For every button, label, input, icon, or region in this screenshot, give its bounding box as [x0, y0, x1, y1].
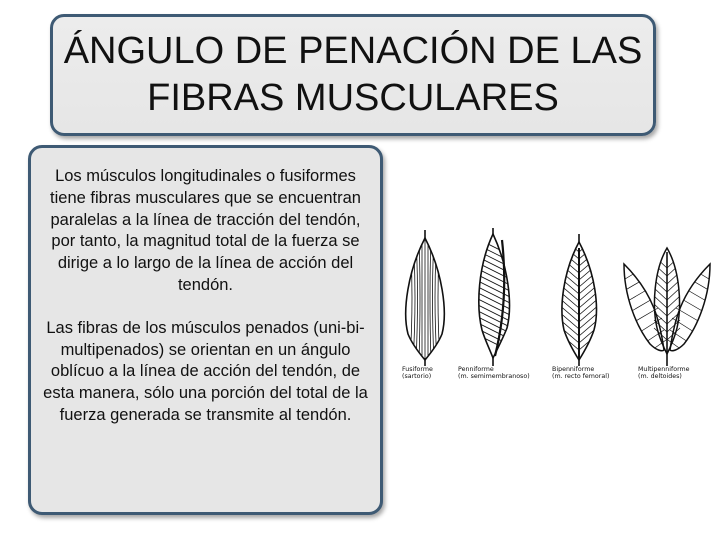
caption-multipennate-example: (m. deltoides)	[638, 373, 682, 380]
caption-bipennate-name: Bipenniforme	[552, 366, 595, 373]
paragraph-pennate: Las fibras de los músculos penados (uni-bi-multipenados) se orientan en un ángulo oblícuo a la línea de acción del tendón, de esta manera, sólo una porción del total de la fuerza generada se transmite al tendón.	[43, 318, 368, 424]
caption-fusiform-name: Fusiforme	[402, 366, 433, 373]
unipennate-muscle	[472, 228, 512, 366]
caption-fusiform	[402, 366, 433, 380]
title-line-1: ÁNGULO DE PENACIÓN DE LAS	[63, 30, 643, 72]
title-box	[50, 14, 656, 136]
multipennate-muscle	[620, 248, 712, 366]
text-box	[28, 145, 383, 515]
caption-bipennate	[552, 366, 609, 380]
muscle-types-diagram	[392, 226, 712, 392]
caption-fusiform-example: (sartorio)	[402, 373, 432, 380]
caption-unipennate-example: (m. semimembranoso)	[458, 373, 530, 380]
paragraph-fusiform: Los músculos longitudinales o fusiformes tiene fibras musculares que se encuentran paralelas a la línea de tracción del tendón, por tanto, la magnitud total de la fuerza se dirige a lo largo de la línea de acción del tendón.	[50, 167, 361, 294]
caption-unipennate	[458, 366, 530, 380]
caption-multipennate	[638, 366, 690, 380]
title-line-2: FIBRAS MUSCULARES	[147, 77, 559, 119]
caption-bipennate-example: (m. recto femoral)	[552, 373, 610, 380]
caption-multipennate-name: Multipenniforme	[638, 366, 690, 373]
fusiform-muscle	[406, 230, 445, 366]
bipennate-muscle	[558, 234, 600, 366]
muscle-illustrations	[392, 226, 712, 366]
caption-unipennate-name: Penniforme	[458, 366, 494, 373]
